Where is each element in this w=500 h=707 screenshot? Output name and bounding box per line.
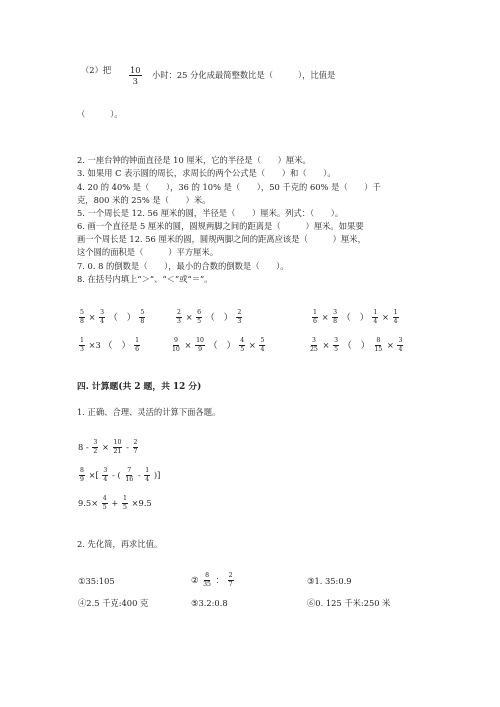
fill-item-8: 8. 在括号内填上“＞”、“＜”或“＝”。 <box>77 274 213 284</box>
frac-den: 5 <box>334 346 339 354</box>
frac-num: 1 <box>122 496 128 504</box>
fill-item-5: 5. 一个周长是 12. 56 厘米的圆，半径是（ ）厘米。列式：（ ）。 <box>77 208 344 218</box>
frac-num: 2 <box>236 310 242 318</box>
frac-num: 10 <box>113 440 123 448</box>
fill-item-2: 2. 一座台钟的钟面直径是 10 厘米，它的半径是（ ）厘米。 <box>77 155 311 165</box>
frac-num: 1 <box>134 338 140 346</box>
frac-den: 4 <box>373 318 378 326</box>
simplify-intro: 2. 先化简，再求比值。 <box>77 539 163 549</box>
times-sign: × <box>321 312 329 323</box>
compare-r1c <box>311 310 400 325</box>
q2-frac-num: 10 <box>130 65 141 75</box>
times-sign: × <box>185 312 193 323</box>
ratio-2 <box>191 573 235 588</box>
frac-den: 3 <box>80 346 84 354</box>
compare-r1a <box>78 310 146 325</box>
frac-den: 6 <box>313 318 317 326</box>
times-sign: × <box>101 442 109 453</box>
fill-item-4a: 4. 20 的 40% 是（ ），36 的 10% 是（ ），50 千克的 60% 是（ ）千 <box>77 182 381 192</box>
expr-text: 8 - <box>78 442 89 453</box>
answer-blank[interactable]: （ ） <box>205 313 233 324</box>
frac-den: 35 <box>203 581 211 589</box>
compare-r1b <box>175 310 243 325</box>
frac-den: 7 <box>133 448 138 456</box>
frac-den: 9 <box>80 476 84 484</box>
minus-sign: - <box>126 442 129 453</box>
expr-1 <box>78 440 139 455</box>
times-sign: × <box>322 340 330 351</box>
answer-blank[interactable]: （ ） <box>208 341 236 352</box>
frac-num: 4 <box>102 496 108 504</box>
frac-den: 8 <box>80 318 84 326</box>
frac-num: 3 <box>92 440 98 448</box>
frac-num: 7 <box>126 468 132 476</box>
frac-den: 5 <box>102 504 107 512</box>
frac-num: 1 <box>79 338 85 346</box>
frac-num: 8 <box>79 468 85 476</box>
frac-den: 21 <box>113 448 122 456</box>
frac-num: 3 <box>397 338 403 346</box>
frac-den: 16 <box>125 476 134 484</box>
frac-den: 4 <box>393 318 398 326</box>
answer-blank[interactable]: （ ） <box>341 313 369 324</box>
answer-blank[interactable]: （ ） <box>342 341 370 352</box>
q2-line <box>81 66 111 74</box>
frac-den: 4 <box>100 318 105 326</box>
frac-num: 2 <box>228 573 234 581</box>
ratio-4: ④2.5 千克:400 克 <box>78 598 149 608</box>
times-sign: × <box>386 340 394 351</box>
frac-num: 10 <box>195 338 205 346</box>
fill-item-3: 3. 如果用 C 表示圆的周长，求周长的两个公式是（ ）和（ ）。 <box>77 168 336 178</box>
frac-num: 2 <box>176 310 182 318</box>
calc-intro: 1. 正确、合理、灵活的计算下面各题。 <box>77 407 221 417</box>
frac-den: 4 <box>398 346 403 354</box>
fill-item-6c: 这个圆的面积是（ ）平方厘米。 <box>77 247 219 257</box>
frac-den: 5 <box>240 346 245 354</box>
q2-prefix: （2）把 <box>81 65 112 75</box>
frac-den: 25 <box>310 346 318 354</box>
times-sign: × <box>248 340 256 351</box>
fill-item-6b: 画一个周长是 12. 56 厘米的圆，圆规两脚之间的距离应该是（ ）厘米， <box>77 234 366 244</box>
frac-num: 3 <box>311 338 317 346</box>
frac-num: 1 <box>393 310 399 318</box>
frac-den: 2 <box>93 448 98 456</box>
times-sign: × <box>184 340 192 351</box>
frac-num: 3 <box>333 338 339 346</box>
minus-sign: - <box>137 470 141 481</box>
plus-sign: + <box>111 498 119 509</box>
times-sign: ×3 <box>88 340 101 351</box>
fill-item-4b: 克，800 米的 25% 是（ ）米。 <box>77 195 211 205</box>
expr-text: )] <box>153 470 161 481</box>
section-title: 四. 计算题(共 2 题，共 12 分) <box>77 382 202 392</box>
frac-num: 5 <box>139 310 145 318</box>
frac-den: 3 <box>177 318 181 326</box>
frac-den: 6 <box>135 346 140 354</box>
frac-num: 3 <box>332 310 338 318</box>
frac-den: 8 <box>140 318 145 326</box>
compare-r2a <box>78 338 141 353</box>
frac-den: 9 <box>198 346 203 354</box>
q2-frac-den: 3 <box>132 76 138 87</box>
frac-num: 4 <box>239 338 245 346</box>
ratio-3: ③1. 35:0.9 <box>307 576 352 586</box>
times-sign: × <box>88 312 96 323</box>
ratio-colon: ： <box>215 575 224 586</box>
expr-2 <box>78 468 160 483</box>
frac-num: 5 <box>259 338 265 346</box>
frac-num: 1 <box>312 310 318 318</box>
expr-text: - ( <box>112 470 121 481</box>
q2-fraction <box>128 66 143 86</box>
frac-den: 3 <box>237 318 242 326</box>
q2-blank: （ ）。 <box>77 109 123 119</box>
frac-den: 4 <box>260 346 265 354</box>
frac-num: 6 <box>196 310 202 318</box>
frac-num: 1 <box>144 468 150 476</box>
frac-den: 15 <box>374 346 383 354</box>
frac-num: 3 <box>102 468 108 476</box>
expr-3 <box>78 496 152 511</box>
frac-den: 10 <box>172 346 180 354</box>
frac-num: 8 <box>375 338 381 346</box>
circled-number: ② <box>191 575 199 586</box>
frac-num: 2 <box>133 440 139 448</box>
frac-num: 8 <box>204 573 210 581</box>
frac-num: 5 <box>79 310 85 318</box>
compare-r2c <box>308 338 404 353</box>
frac-den: 7 <box>228 581 233 589</box>
ratio-5: ⑤3.2:0.8 <box>191 598 228 608</box>
ratio-1: ①35:105 <box>78 576 115 586</box>
answer-blank[interactable]: （ ） <box>108 313 136 324</box>
frac-den: 8 <box>333 318 338 326</box>
frac-den: 4 <box>103 476 108 484</box>
frac-den: 5 <box>197 318 202 326</box>
frac-num: 3 <box>99 310 105 318</box>
times-sign: × <box>381 312 389 323</box>
expr-text: ×[ <box>88 470 99 481</box>
ratio-6: ⑥0. 125 千米:250 米 <box>307 598 391 608</box>
answer-blank[interactable]: （ ） <box>103 341 131 352</box>
compare-r2b <box>170 338 266 353</box>
frac-num: 1 <box>372 310 378 318</box>
expr-text: 9.5× <box>78 498 99 509</box>
fill-item-7: 7. 0. 8 的倒数是（ ），最小的合数的倒数是（ ）。 <box>77 261 289 271</box>
expr-text: ×9.5 <box>131 498 152 509</box>
fill-item-6a: 6. 画一个直径是 5 厘米的圆，圆规两脚之间的距离是（ ）厘米。如果要 <box>77 221 364 231</box>
frac-den: 5 <box>122 504 127 512</box>
frac-num: 9 <box>173 338 179 346</box>
frac-den: 4 <box>145 476 150 484</box>
q2-suffix: 小时：25 分化成最简整数比是（ ），比值是 <box>152 70 336 80</box>
